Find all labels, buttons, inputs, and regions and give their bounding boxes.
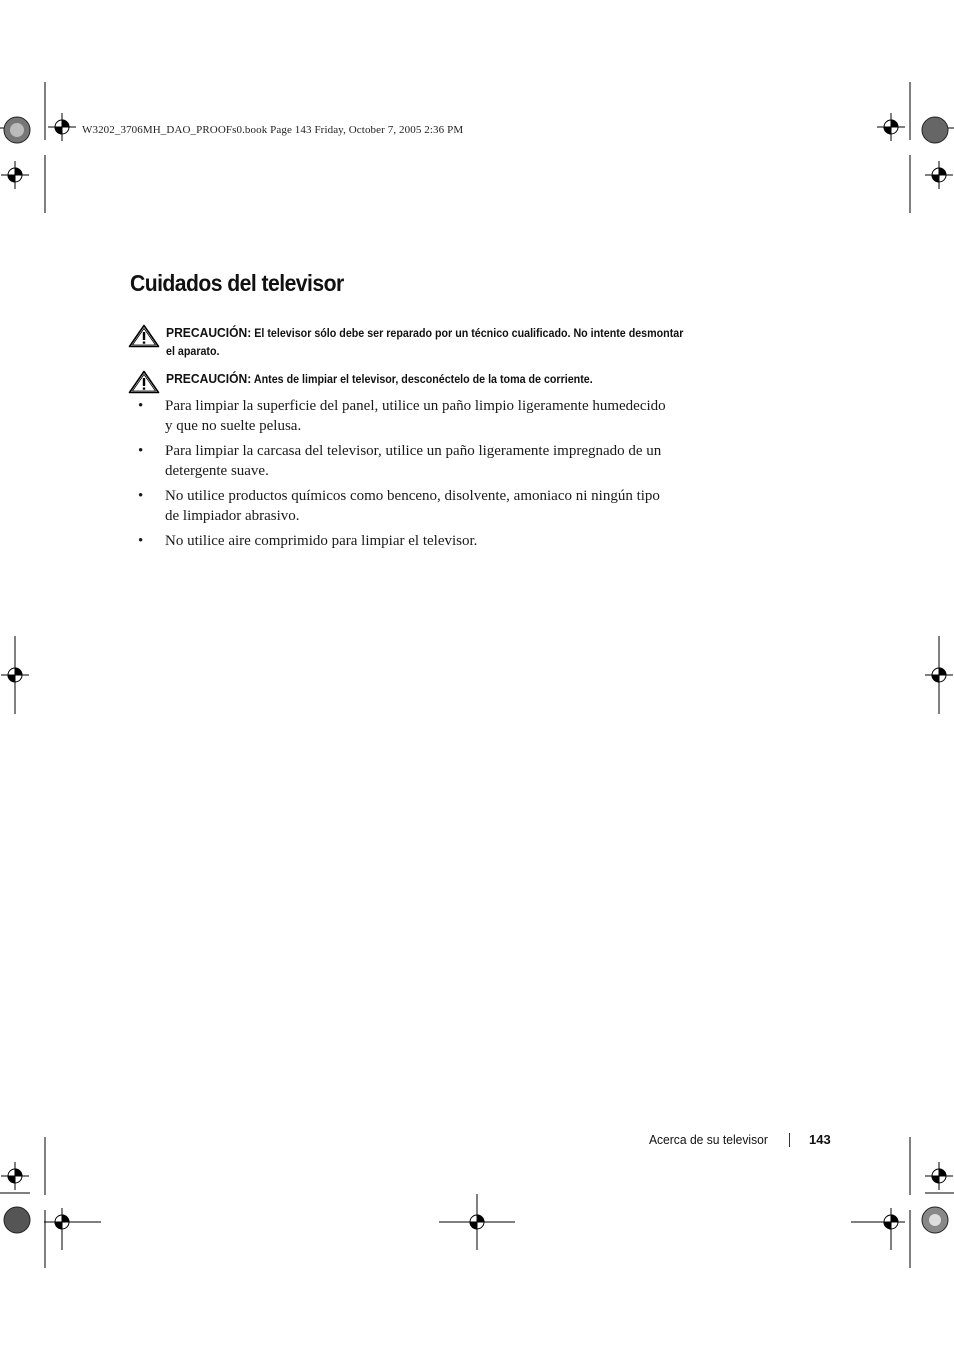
- caution-text: Antes de limpiar el televisor, desconéctelo de la toma de corriente.: [253, 374, 593, 386]
- caution-text: el aparato.: [166, 346, 220, 358]
- page-title: Cuidados del televisor: [130, 270, 344, 296]
- list-item: [138, 441, 738, 481]
- warning-triangle-icon: [128, 324, 160, 348]
- list-item: [138, 396, 738, 436]
- warning-triangle-icon: [128, 370, 160, 394]
- caution-label: PRECAUCIÓN:: [166, 325, 252, 340]
- caution-label: PRECAUCIÓN:: [166, 371, 252, 386]
- list-item-text: Para limpiar la carcasa del televisor, utilice un paño ligeramente impregnado de un: [165, 443, 662, 459]
- bullet-glyph: •: [138, 398, 144, 414]
- caution-text: El televisor sólo debe ser reparado por un técnico cualificado. No intente desmontar: [254, 328, 684, 340]
- list-item-text: No utilice productos químicos como benceno, disolvente, amoniaco ni ningún tipo: [165, 488, 660, 504]
- cleaning-instructions-list: [138, 396, 738, 556]
- list-item-text: No utilice aire comprimido para limpiar el televisor.: [165, 533, 478, 549]
- footer-section-title: Acerca de su televisor: [649, 1132, 768, 1147]
- list-item-text: de limpiador abrasivo.: [165, 508, 300, 524]
- page-number: 143: [809, 1132, 831, 1147]
- print-slug: W3202_3706MH_DAO_PROOFs0.book Page 143 Friday, October 7, 2005 2:36 PM: [82, 124, 464, 136]
- caution-note-2: [128, 370, 768, 394]
- list-item-text: detergente suave.: [165, 463, 269, 479]
- list-item: [138, 486, 738, 526]
- list-item: [138, 531, 738, 551]
- bullet-glyph: •: [138, 533, 144, 549]
- caution-note-1: [128, 324, 768, 361]
- footer-divider: [789, 1133, 790, 1147]
- list-item-text: Para limpiar la superficie del panel, utilice un paño limpio ligeramente humedecido: [165, 398, 666, 414]
- bullet-glyph: •: [138, 488, 144, 504]
- bullet-glyph: •: [138, 443, 144, 459]
- list-item-text: y que no suelte pelusa.: [165, 418, 302, 434]
